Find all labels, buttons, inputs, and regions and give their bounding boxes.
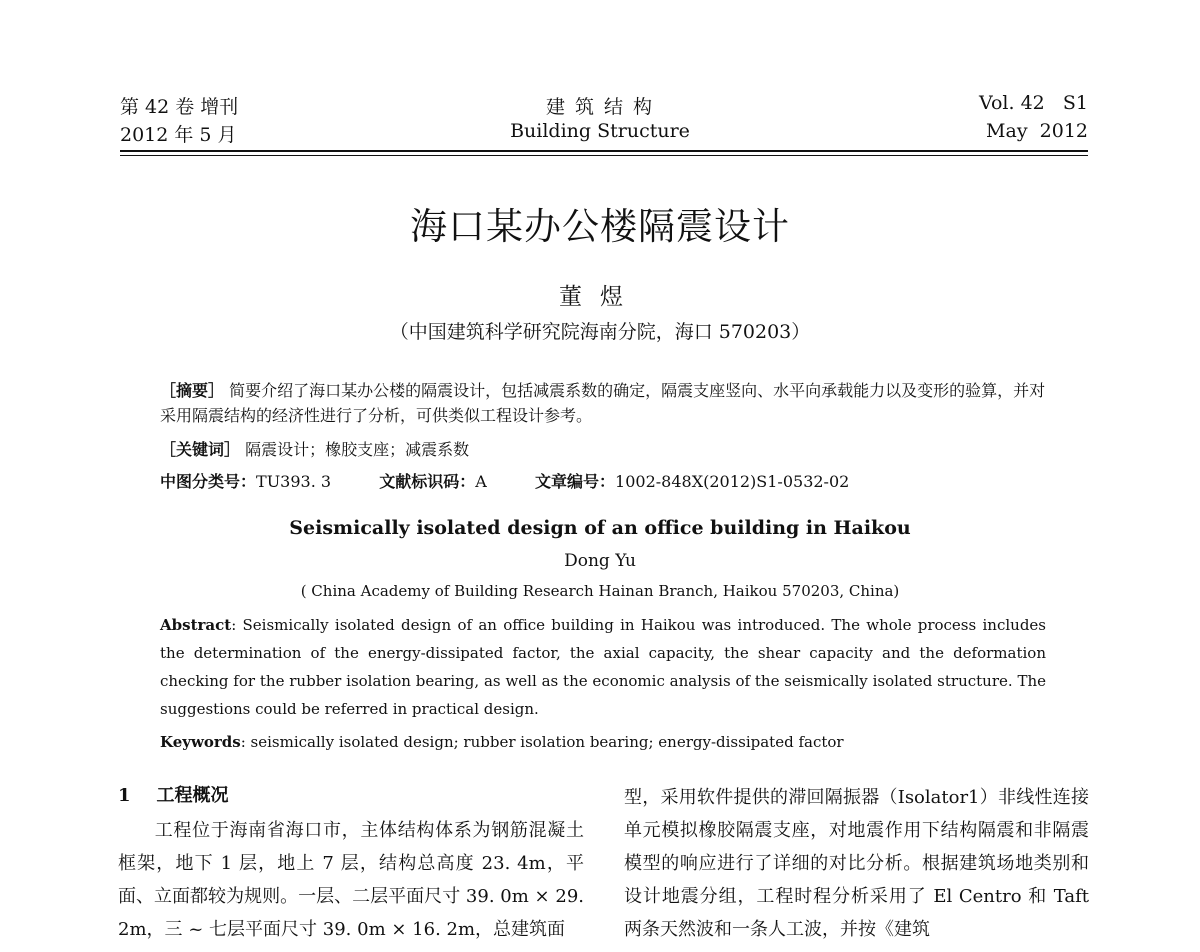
en-keywords-text: : seismically isolated design; rubber isolation bearing; energy-dissipated factor bbox=[240, 733, 844, 751]
classification-line bbox=[160, 469, 849, 492]
journal-date: 2012 年 5 月 bbox=[120, 124, 237, 146]
clc-label: 中图分类号： bbox=[160, 472, 257, 491]
cn-abstract-text: 简要介绍了海口某办公楼的隔震设计，包括减震系数的确定，隔震支座竖向、水平向承载能力以及变形的验算，并对采用隔震结构的经济性进行了分析，可供类似工程设计参考。 bbox=[160, 381, 1046, 425]
body-column-right bbox=[624, 781, 1089, 946]
paper-title: 海口某办公楼隔震设计 bbox=[410, 205, 790, 248]
clc-value: TU393. 3 bbox=[256, 472, 332, 491]
article-number-label: 文章编号： bbox=[535, 472, 616, 491]
section-title: 工程概况 bbox=[156, 785, 229, 806]
section-heading bbox=[118, 781, 255, 807]
en-abstract bbox=[160, 611, 1046, 723]
cn-keywords-label: ［关键词］ bbox=[160, 440, 241, 459]
paper-title-en: Seismically isolated design of an office building in Haikou bbox=[289, 517, 911, 539]
journal-name: 建 筑 结 构 bbox=[545, 96, 655, 118]
cn-abstract bbox=[160, 378, 1060, 428]
cn-keywords-text: 隔震设计；橡胶支座；减震系数 bbox=[245, 440, 470, 459]
journal-date-en: May 2012 bbox=[986, 120, 1088, 142]
cn-abstract-label: ［摘要］ bbox=[160, 381, 225, 400]
body-text-right: 型，采用软件提供的滞回隔振器（Isolator1）非线性连接单元模拟橡胶隔震支座，对地震作用下结构隔震和非隔震模型的响应进行了详细的对比分析。根据建筑场地类别和设计地震分组，工程时程分析采用了 El Centro 和 Taft 两条天然波和一条人工波，并按《建筑 bbox=[624, 787, 1089, 940]
header-rule bbox=[120, 150, 1088, 152]
author-affiliation-en: ( China Academy of Building Research Hainan Branch, Haikou 570203, China) bbox=[300, 582, 900, 600]
section-number: 1 bbox=[118, 785, 131, 806]
journal-volume: 第 42 卷 增刊 bbox=[120, 96, 239, 118]
journal-name-en: Building Structure bbox=[510, 120, 690, 142]
doc-code-value: A bbox=[475, 472, 487, 491]
en-abstract-text: : Seismically isolated design of an office building in Haikou was introduced. The whole process includes the determination of the energy-dissipated factor, the axial capacity, the shear capacity and the deformation checking for the rubber isolation bearing, as well as the economic analysis of the seismically isolated structure. The suggestions could be referred in practical design. bbox=[160, 616, 1046, 718]
en-keywords-label: Keywords bbox=[160, 733, 241, 751]
author-name-en: Dong Yu bbox=[564, 551, 636, 571]
doc-code-label: 文献标识码： bbox=[379, 472, 476, 491]
author-name: 董煜 bbox=[559, 284, 641, 310]
en-abstract-label: Abstract bbox=[160, 616, 232, 634]
body-text-left: 工程位于海南省海口市，主体结构体系为钢筋混凝土框架，地下 1 层，地上 7 层，结构总高度 23. 4m，平面、立面都较为规则。一层、二层平面尺寸 39. 0m × 29. 2m，三 ~ 七层平面尺寸 39. 0m × 16. 2m，总建筑面 bbox=[118, 820, 584, 940]
header-rule-thin bbox=[120, 155, 1088, 156]
article-number-value: 1002-848X(2012)S1-0532-02 bbox=[615, 472, 850, 491]
journal-volume-en: Vol. 42 S1 bbox=[979, 92, 1088, 114]
body-column-left bbox=[118, 814, 584, 946]
en-keywords bbox=[160, 733, 844, 751]
author-affiliation: （中国建筑科学研究院海南分院，海口 570203） bbox=[389, 321, 811, 343]
cn-keywords bbox=[160, 437, 1060, 462]
